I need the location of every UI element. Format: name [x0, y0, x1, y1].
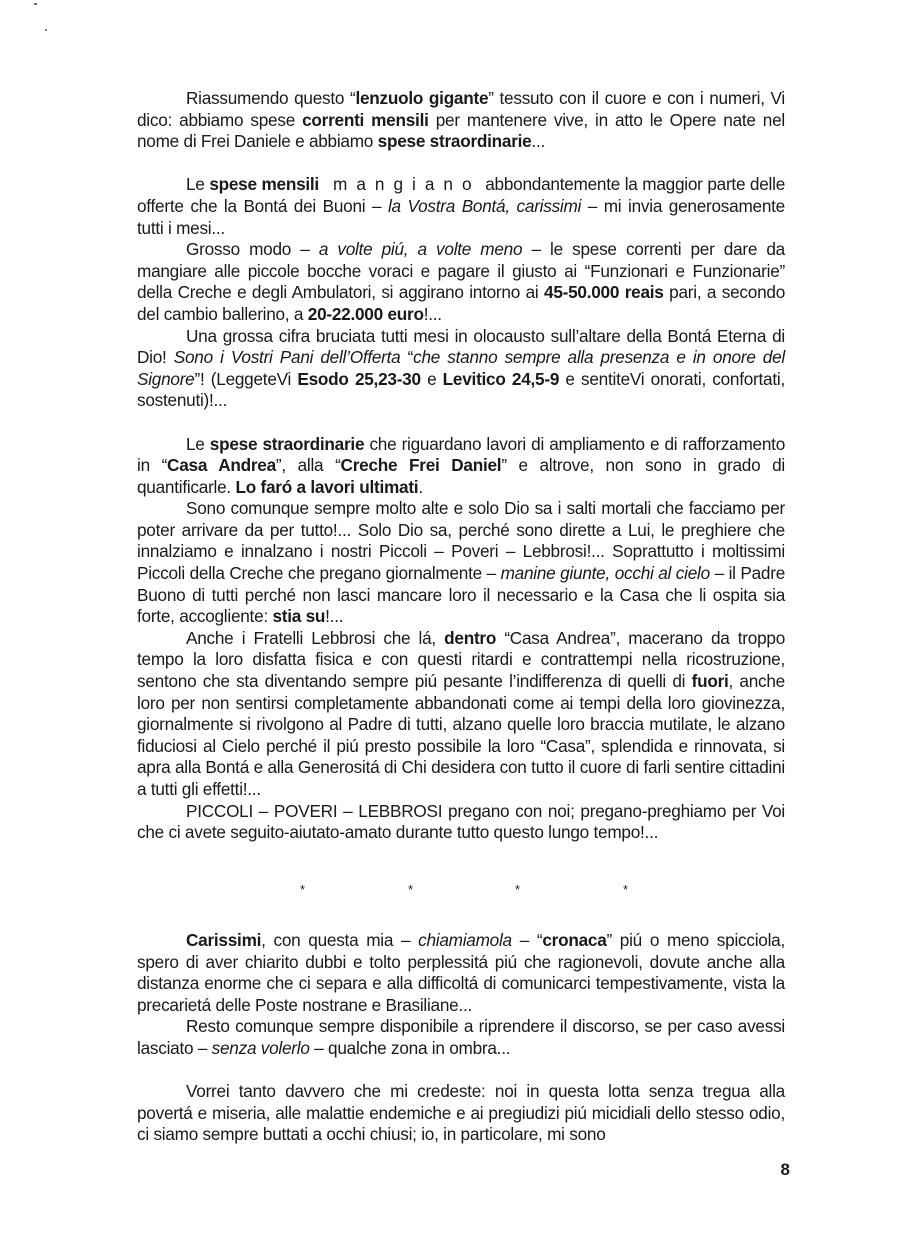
text-run: e sentiteVi onorati, confortati, sostenuti)!... — [137, 368, 785, 411]
reference-esodo: Esodo 25,23-30 — [297, 368, 421, 389]
italic-manine-giunte: manine giunte, occhi al cielo — [500, 563, 710, 584]
emphasis-spese-straordinarie-2: spese straordinarie — [209, 433, 365, 454]
paragraph-grossa-cifra — [137, 326, 785, 412]
paragraph-carissimi — [137, 930, 785, 1016]
text-run: ”! (LeggeteVi — [194, 368, 298, 389]
emphasis-dentro: dentro — [444, 627, 497, 648]
text-run: Resto comunque sempre disponibile a riprendere il discorso, se per caso avessi lasciato – — [137, 1016, 785, 1058]
scan-speck — [45, 29, 47, 31]
paragraph-resto-disponibile — [137, 1016, 785, 1059]
text-run: PICCOLI – POVERI – LEBBROSI pregano con noi; pregano-preghiamo per Voi che ci avete seguito-aiutato-amato durante tutto questo lungo tempo!... — [137, 800, 785, 843]
page-number: 8 — [780, 1160, 790, 1179]
text-run: – le spese correnti per dare da mangiare alle piccole bocche voraci e pagare il giusto ai “Funzionari e Funzionarie” della Creche e degli Ambulatori, si aggirano intorno ai — [137, 239, 785, 303]
text-run: . — [418, 476, 423, 497]
italic-vostra-bonta: la Vostra Bontá, carissimi — [387, 195, 582, 216]
text-run: – “ — [511, 930, 543, 950]
body-text-continued — [137, 930, 785, 1146]
amount-reais: 45-50.000 reais — [544, 282, 664, 303]
text-run: Anche i Fratelli Lebbrosi che lá, — [186, 627, 445, 648]
text-run: Grosso modo – — [186, 239, 319, 260]
body-text — [137, 88, 785, 844]
paragraph-grosso-modo — [137, 239, 785, 325]
text-run: , anche loro per non sentirsi completamente abbandonati come ai tempi della loro giovinezza, giornalmente si rivolgono al Padre di tutti, alzano quelle loro braccia mutilate, le alzano fiduciosi al Cielo perché il piú presto possibile la loro “Casa”, splendida e rinnovata, si apra alla Bontá e alla Generositá di Chi desidera con tutto il cuore di farli sentire cittadini a tutti gli effetti!... — [137, 671, 785, 799]
amount-euro: 20-22.000 euro — [307, 303, 424, 324]
separator-star: * — [408, 882, 414, 897]
emphasis-lenzuolo-gigante: lenzuolo gigante — [355, 88, 489, 108]
reference-levitico: Levitico 24,5-9 — [442, 368, 560, 389]
text-run: ” tessuto con il cuore e con i numeri, Vi dico: abbiamo spese — [137, 88, 785, 130]
text-run: pari, a secondo del cambio ballerino, a — [137, 282, 785, 324]
paragraph-vorrei-tanto — [137, 1081, 785, 1146]
paragraph-salti-mortali — [137, 498, 785, 628]
text-run: !... — [325, 606, 344, 627]
paragraph-summary — [137, 88, 785, 153]
text-run: e — [420, 368, 443, 389]
emphasis-correnti-mensili: correnti mensili — [302, 109, 429, 130]
text-run: Le — [186, 433, 210, 454]
scan-speck — [34, 3, 37, 5]
emphasis-fuori: fuori — [691, 671, 729, 692]
emphasis-carissimi: Carissimi — [186, 930, 262, 950]
separator-star: * — [300, 882, 306, 897]
text-run: – qualche zona in ombra... — [309, 1037, 511, 1058]
italic-pani-offerta: Sono i Vostri Pani dell’Offerta — [173, 347, 401, 368]
paragraph-fratelli-lebbrosi — [137, 628, 785, 801]
text-run: “Casa Andrea”, macerano da troppo tempo la loro disfatta fisica e con questi ritardi e contrattempi nella ricostruzione, sentono che sta diventando sempre piú pesante l’indifferenza di quelli di — [137, 627, 785, 692]
italic-chiamiamola: chiamiamola — [418, 930, 512, 950]
text-run: Sono comunque sempre molto alte e solo Dio sa i salti mortali che facciamo per poter arrivare da per tutto!... Solo Dio sa, perché sono dirette a Lui, le preghiere che innalziamo e innalzano i nostri Piccoli – Poveri – Lebbrosi!... Soprattutto i moltissimi Piccoli della Creche che pregano giornalmente – — [137, 498, 785, 584]
spaced-word-mangiano: mangiano — [333, 174, 481, 195]
text-run: Una grossa cifra bruciata tutti mesi in olocausto sull’altare della Bontá Eterna di Dio! — [137, 325, 785, 368]
italic-quote-signore: che stanno sempre alla presenza e in onore del Signore — [137, 347, 785, 389]
text-run: ” piú o meno spicciola, spero di aver chiarito dubbi e tolto perplessitá piú che ragionevoli, dovute anche alla distanza enorme che ci separa e alla difficoltá di comunicarci tempestivamente, vista la precarietá delle Poste nostrane e Brasiliane... — [137, 930, 785, 1015]
text-run: – il Padre Buono di tutti perché non lasci mancare loro il necessario e la Casa che li ospita sia forte, accogliente: — [137, 563, 786, 627]
emphasis-spese-straordinarie: spese straordinarie — [377, 131, 532, 152]
text-run: – mi invia generosamente tutti i mesi... — [137, 195, 785, 238]
text-run: Vorrei tanto davvero che mi credeste: noi in questa lotta senza tregua alla povertá e miseria, alle malattie endemiche e ai pregiudizi piú micidiali dello stesso odio, ci siamo sempre buttati a occhi chiusi; io, in particolare, mi sono — [137, 1081, 785, 1145]
emphasis-lavori-ultimati: Lo faró a lavori ultimati — [235, 476, 419, 497]
text-run: “ — [400, 347, 414, 368]
section-separator — [0, 882, 900, 902]
separator-star: * — [515, 882, 521, 897]
text-run: ”, alla “ — [275, 455, 341, 476]
italic-senza-volerlo: senza volerlo — [211, 1037, 310, 1058]
paragraph-spese-straordinarie — [137, 434, 785, 499]
emphasis-casa-andrea: Casa Andrea — [167, 455, 276, 476]
text-run: , con questa mia – — [261, 930, 419, 950]
text-run: !... — [423, 303, 442, 324]
text-run: ... — [531, 131, 546, 152]
text-run: che riguardano lavori di ampliamento e di rafforzamento in “ — [137, 433, 785, 476]
paragraph-piccoli-poveri-lebbrosi — [137, 801, 785, 844]
text-run: abbondantemente la maggior parte delle offerte che la Bontá dei Buoni – — [137, 174, 785, 216]
emphasis-stia-su: stia su — [272, 606, 326, 627]
emphasis-creche-frei-daniel: Creche Frei Daniel — [340, 455, 502, 476]
separator-star: * — [623, 882, 629, 897]
emphasis-spese-mensili: spese mensili — [209, 174, 319, 195]
paragraph-spese-mensili — [137, 174, 785, 239]
text-run: Riassumendo questo “ — [186, 88, 356, 108]
text-run: Le — [186, 174, 210, 195]
italic-a-volte: a volte piú, a volte meno — [318, 239, 523, 260]
text-run: ” e altrove, non sono in grado di quantificarle. — [137, 455, 785, 497]
emphasis-cronaca: cronaca — [542, 930, 607, 950]
text-run: per mantenere vive, in atto le Opere nate nel nome di Frei Daniele e abbiamo — [137, 109, 785, 152]
